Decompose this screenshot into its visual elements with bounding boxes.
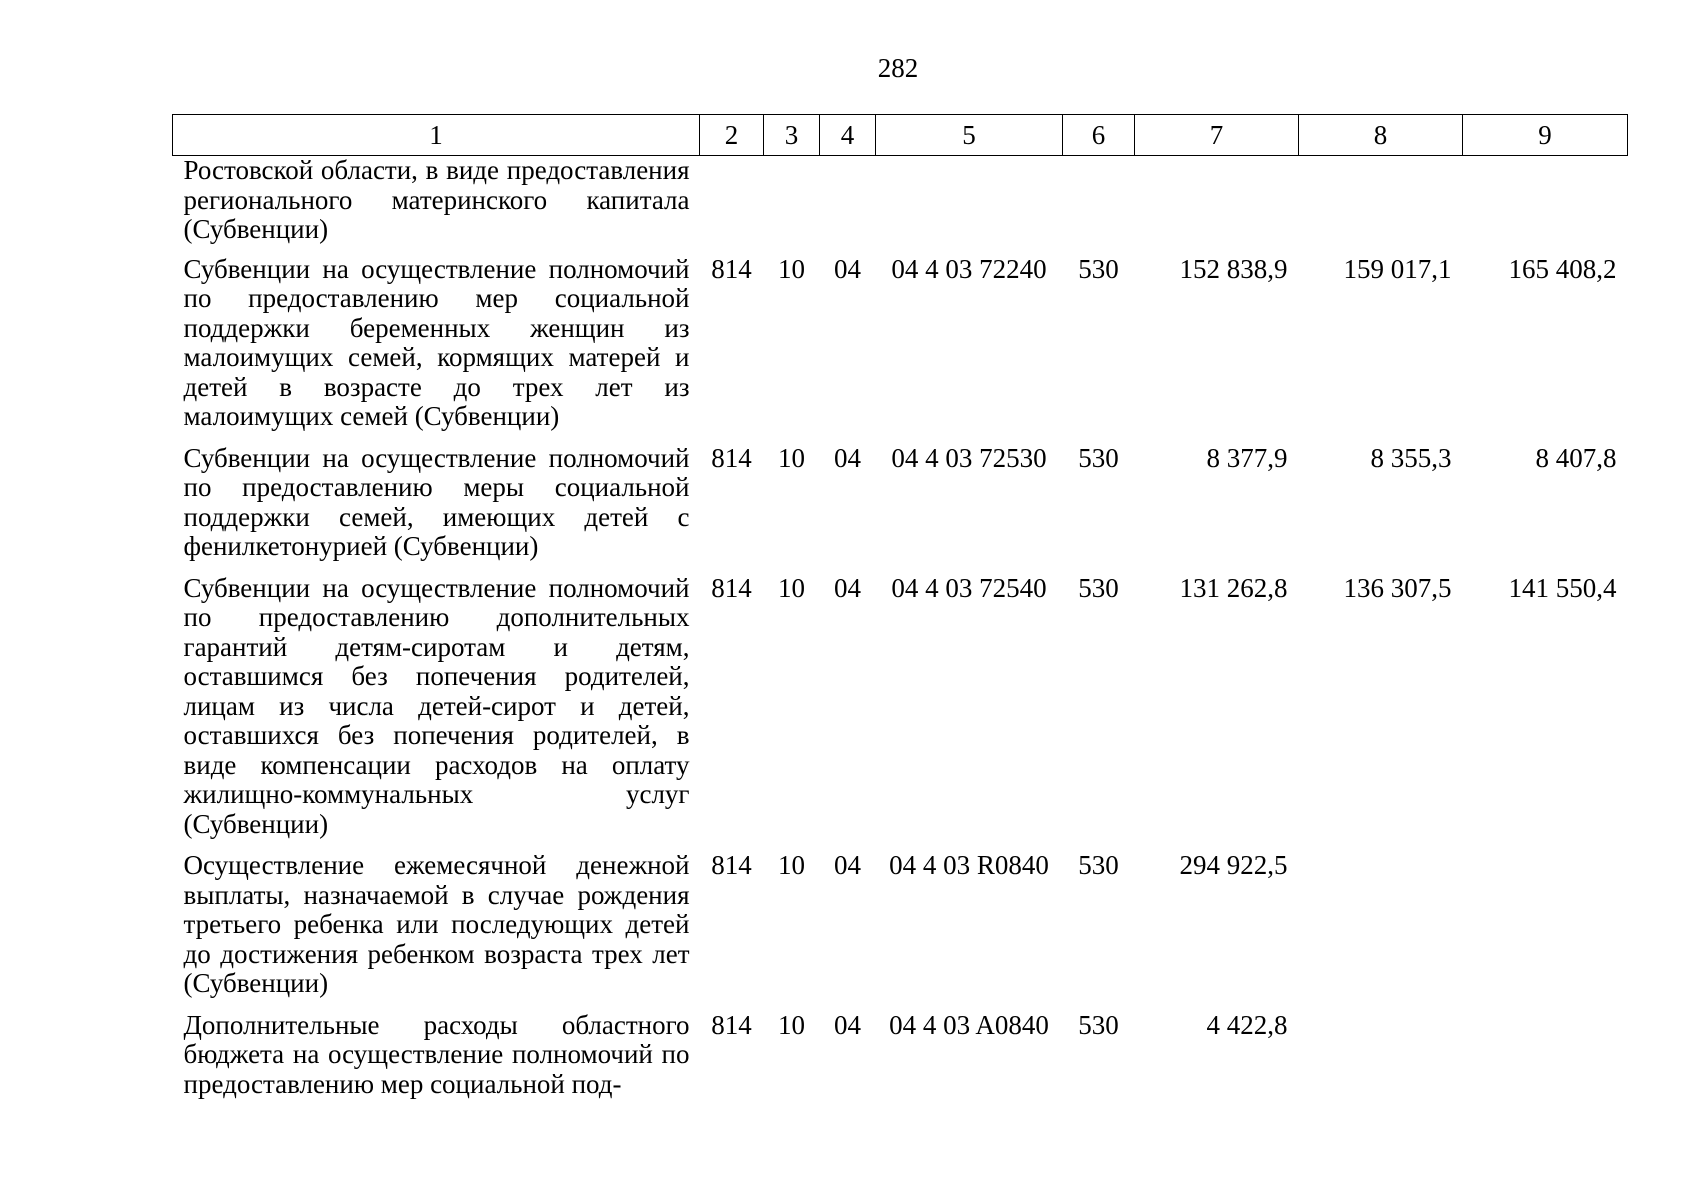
row-description: Ростовской области, в виде предоставления регионального материнского капитала (Субвенции) — [183, 155, 690, 244]
header-cell-2: 2 — [700, 115, 764, 156]
table-row — [173, 444, 1628, 574]
header-cell-8: 8 — [1299, 115, 1463, 156]
budget-table — [172, 114, 1628, 1111]
row-year-2 — [1299, 1011, 1463, 1112]
header-cell-3: 3 — [764, 115, 820, 156]
row-year-1 — [1135, 156, 1299, 255]
row-vr: 530 — [1078, 850, 1119, 880]
row-vr — [1063, 156, 1135, 255]
header-cell-5: 5 — [876, 115, 1063, 156]
row-pr: 04 — [834, 253, 861, 284]
row-csr: 04 4 03 R0840 — [889, 850, 1049, 880]
row-rz: 10 — [778, 442, 805, 473]
row-year-2: 136 307,5 — [1343, 572, 1452, 603]
row-csr: 04 4 03 72240 — [891, 253, 1047, 284]
row-gr — [700, 156, 764, 255]
row-description: Осуществление ежемесячной денежной выплаты, назначаемой в случае рождения третьего ребенка или последующих детей до достижения ребенком возраста трех лет (Субвенции) — [183, 850, 690, 998]
row-gr: 814 — [711, 253, 752, 284]
row-year-3 — [1463, 1011, 1628, 1112]
header-cell-6: 6 — [1063, 115, 1135, 156]
row-year-1: 294 922,5 — [1179, 850, 1288, 880]
header-cell-4: 4 — [820, 115, 876, 156]
row-csr: 04 4 03 72540 — [891, 572, 1047, 603]
row-year-1: 8 377,9 — [1206, 442, 1288, 473]
table-body — [173, 156, 1628, 1112]
row-year-2 — [1299, 156, 1463, 255]
table-row — [173, 851, 1628, 1011]
row-year-1: 152 838,9 — [1179, 253, 1288, 284]
row-pr: 04 — [834, 1009, 861, 1040]
row-year-1: 131 262,8 — [1179, 572, 1288, 603]
row-pr: 04 — [834, 442, 861, 473]
row-gr: 814 — [711, 850, 752, 880]
header-cell-9: 9 — [1463, 115, 1628, 156]
row-vr: 530 — [1078, 253, 1119, 284]
row-vr: 530 — [1078, 1009, 1119, 1040]
row-year-3 — [1463, 851, 1628, 1011]
row-gr: 814 — [711, 572, 752, 603]
header-cell-1: 1 — [173, 115, 700, 156]
row-vr: 530 — [1078, 572, 1119, 603]
row-rz: 10 — [778, 253, 805, 284]
row-rz — [764, 156, 820, 255]
row-csr: 04 4 03 A0840 — [889, 1009, 1049, 1040]
row-vr: 530 — [1078, 442, 1119, 473]
row-description: Субвенции на осуществление полномочий по предоставлению меры социальной поддержки семей, имеющих детей с фенилкетонурией (Субвенции) — [183, 442, 690, 561]
row-year-3 — [1463, 156, 1628, 255]
table-header — [173, 115, 1628, 156]
row-year-2: 159 017,1 — [1343, 253, 1452, 284]
table-row — [173, 574, 1628, 852]
row-pr — [820, 156, 876, 255]
row-description: Субвенции на осуществление полномочий по предоставлению мер социальной поддержки беременных женщин из малоимущих семей, кормящих матерей и детей в возрасте до трех лет из малоимущих семей (Субвенции) — [183, 253, 690, 431]
row-pr: 04 — [834, 850, 861, 880]
row-year-3: 165 408,2 — [1508, 253, 1617, 284]
row-rz: 10 — [778, 1009, 805, 1040]
row-csr — [876, 156, 1063, 255]
row-pr: 04 — [834, 572, 861, 603]
row-rz: 10 — [778, 850, 805, 880]
header-row — [173, 115, 1628, 156]
row-year-3: 141 550,4 — [1508, 572, 1617, 603]
row-year-2: 8 355,3 — [1370, 442, 1452, 473]
row-year-3: 8 407,8 — [1535, 442, 1617, 473]
row-rz: 10 — [778, 572, 805, 603]
row-year-1: 4 422,8 — [1206, 1009, 1288, 1040]
row-year-2 — [1299, 851, 1463, 1011]
row-description: Субвенции на осуществление полномочий по предоставлению дополнительных гарантий детям-сиротам и детям, оставшимся без попечения родителей, лицам из числа детей-сирот и детей, оставшихся без попечения родителей, в виде компенсации расходов на оплату жилищно-коммунальных услуг (Субвенции) — [183, 572, 690, 839]
table-row — [173, 255, 1628, 444]
row-description: Дополнительные расходы областного бюджета на осуществление полномочий по предоставлению мер социальной под- — [183, 1009, 690, 1099]
page-number: 282 — [877, 53, 919, 83]
header-cell-7: 7 — [1135, 115, 1299, 156]
row-gr: 814 — [711, 1009, 752, 1040]
row-csr: 04 4 03 72530 — [891, 442, 1047, 473]
row-gr: 814 — [711, 442, 752, 473]
table-row — [173, 156, 1628, 255]
table-row — [173, 1011, 1628, 1112]
